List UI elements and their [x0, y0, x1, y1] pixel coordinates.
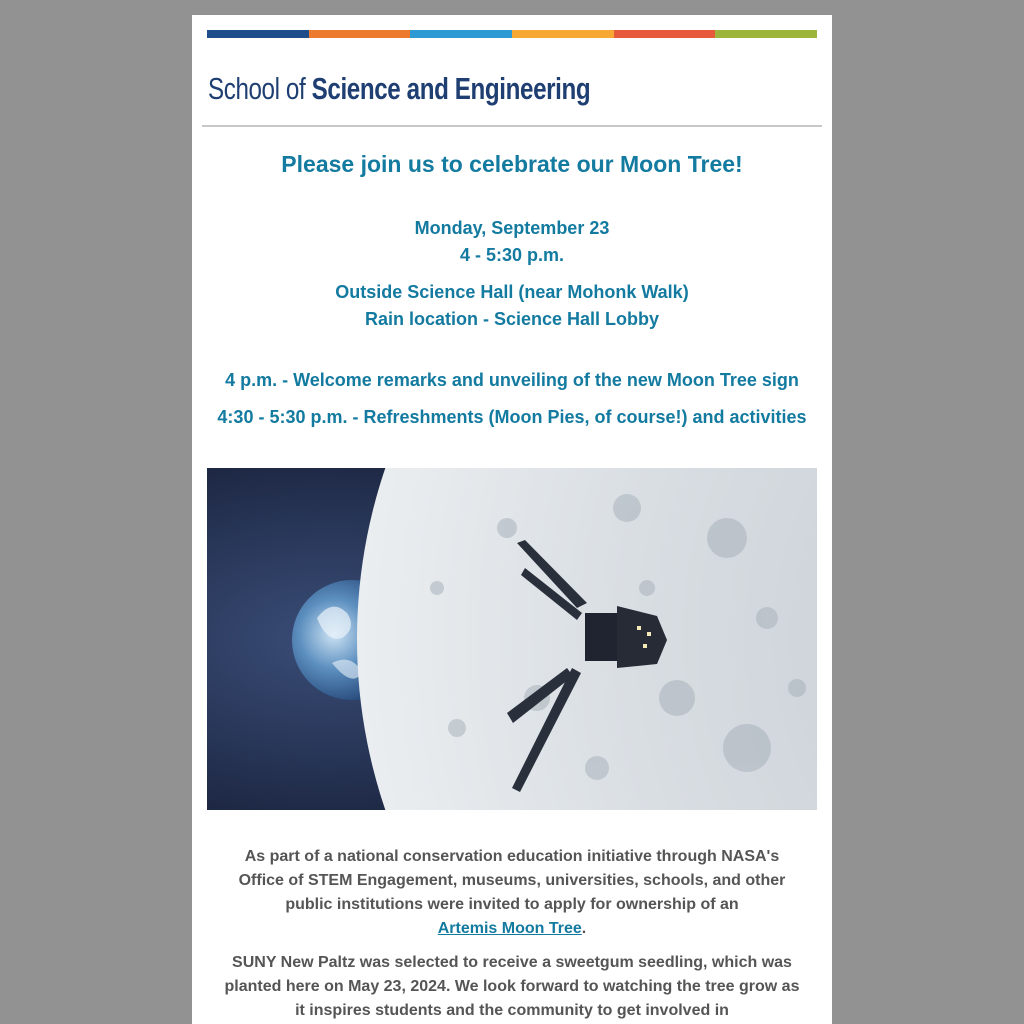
logo-text-bold: Science and Engineering — [311, 71, 591, 106]
logo-text-light: School of — [208, 71, 306, 106]
email-card — [192, 15, 832, 1024]
event-time: 4 - 5:30 p.m. — [459, 245, 565, 265]
body-paragraph-1-period: . — [581, 920, 587, 937]
event-location-rain: Rain location - Science Hall Lobby — [364, 309, 660, 329]
color-segment-6 — [715, 30, 817, 38]
schedule-item-1: 4 p.m. - Welcome remarks and unveiling of the new Moon Tree sign — [225, 370, 799, 390]
school-logo — [208, 71, 698, 111]
body-paragraph-2: SUNY New Paltz was selected to receive a sweetgum seedling, which was planted here on May 23, 2024. We look forward to watching the tree grow as it inspires students and the community to get involved in — [224, 954, 800, 1019]
event-date: Monday, September 23 — [414, 218, 610, 238]
header-divider — [202, 125, 822, 127]
brand-color-bar — [207, 30, 817, 38]
color-segment-1 — [207, 30, 309, 38]
event-location-main: Outside Science Hall (near Mohonk Walk) — [335, 282, 689, 302]
body-paragraph-1 — [222, 845, 802, 941]
artemis-moon-tree-link[interactable]: Artemis Moon Tree — [437, 920, 582, 937]
event-datetime — [192, 215, 832, 269]
color-segment-3 — [410, 30, 512, 38]
body-paragraph-1-text: As part of a national conservation education initiative through NASA's Office of STEM Engagement, museums, universities, schools, and other public institutions were invited to apply for ownership of an — [238, 848, 786, 913]
event-location — [192, 279, 832, 333]
hero-image-moon-spacecraft — [207, 468, 817, 810]
color-segment-4 — [512, 30, 614, 38]
color-segment-5 — [614, 30, 716, 38]
schedule-item-2: 4:30 - 5:30 p.m. - Refreshments (Moon Pies, of course!) and activities — [217, 407, 807, 427]
color-segment-2 — [309, 30, 411, 38]
event-headline: Please join us to celebrate our Moon Tree! — [281, 151, 743, 177]
